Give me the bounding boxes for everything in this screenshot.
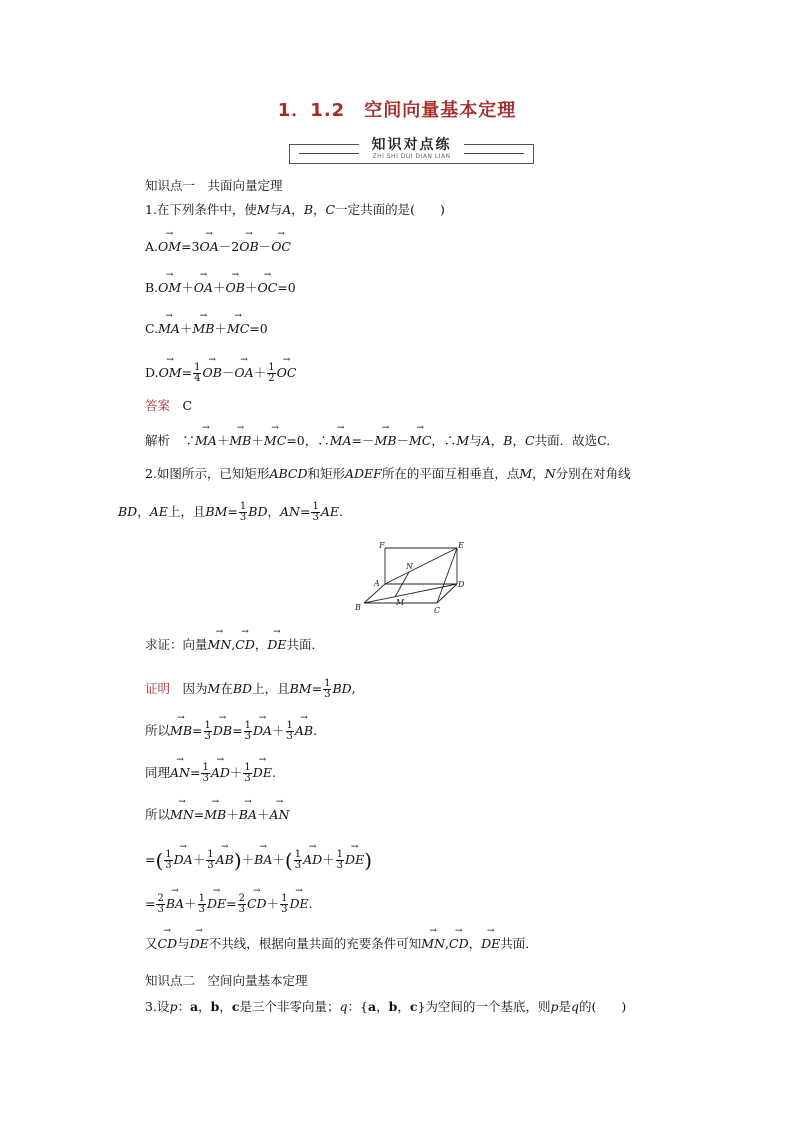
question-2-stem-line2: BD，AE上，且BM= $\frac{1}{3}$ BD，AN= $\frac{1}{3}$ AE.: [118, 501, 343, 523]
question-1-stem: 1.在下列条件中，使M与A，B，C一定共面的是( ): [145, 202, 445, 217]
proof-line-5: =( $\frac{1}{3}$ → DA＋ $\frac{1}{3}$ → AB)＋→ BA＋( $\frac{1}{3}$ → AD＋ $\frac{1}{3}$ → DE): [145, 850, 372, 871]
proof-line-7: 又→ CD与→ DE不共线，根据向量共面的充要条件可知→ MN,→ CD，→ DE共面．: [145, 936, 538, 952]
proof-line-3: 同理→ AN= $\frac{1}{3}$ → AD＋ $\frac{1}{3}$ → DE.: [145, 763, 276, 784]
section-banner: [289, 134, 534, 164]
section-heading-1: 知识点一 共面向量定理: [145, 178, 283, 193]
question-2-prove: 求证：向量→ MN,→ CD，→ DE共面．: [145, 637, 324, 653]
question-3-stem: 3.设p：a，b，c是三个非零向量；q：{a，b，c}为空间的一个基底，则p是q的( ): [145, 999, 627, 1014]
section-heading-2: 知识点二 空间向量基本定理: [145, 973, 308, 988]
banner-line-right: [464, 153, 524, 154]
banner-subtitle: ZHI SHI DUI DIAN LIAN: [372, 153, 451, 160]
proof-label: 证明: [145, 681, 171, 696]
label-d: D: [458, 580, 465, 589]
proof-line-6: = $\frac{2}{3}$ → BA＋ $\frac{1}{3}$ → DE= $\frac{2}{3}$ → CD＋ $\frac{1}{3}$ → DE.: [145, 894, 313, 915]
analysis-label: 解析: [145, 433, 171, 448]
proof-line-1: 证明 因为M在BD上，且BM= $\frac{1}{3}$ BD,: [145, 678, 356, 700]
label-m: M: [396, 598, 405, 607]
answer-label: 答案: [145, 398, 171, 413]
label-b: B: [355, 603, 361, 612]
banner-title: 知识对点练: [359, 134, 464, 154]
proof-line-2: 所以→ MB= $\frac{1}{3}$ → DB= $\frac{1}{3}$ → DA＋ $\frac{1}{3}$ → AB.: [145, 721, 317, 742]
label-n: N: [406, 562, 413, 571]
label-f: F: [379, 541, 385, 550]
question-1-option-b: B.→ OM＋→ OA＋→ OB＋→ OC=0: [145, 280, 296, 296]
question-1-option-d: D.→ OM= $\frac{1}{4}$ → OB－→ OA＋ $\frac{1}{2}$ → OC: [145, 363, 296, 384]
label-e: E: [458, 541, 464, 550]
question-1-answer: [145, 398, 192, 414]
question-2-stem-line1: 2.如图所示，已知矩形ABCD和矩形ADEF所在的平面互相垂直，点M，N分别在对角线: [145, 466, 631, 481]
question-1-option-c: C.→ MA＋→ MB＋→ MC=0: [145, 321, 268, 337]
label-c: C: [434, 606, 441, 615]
question-1-analysis: 解析 ∵→ MA＋→ MB＋→ MC=0，∴→ MA=－→ MB－→ MC，∴M与A，B，C共面．故选C.: [145, 433, 610, 449]
answer-value: C: [182, 398, 193, 413]
page-title: 1．1.2 空间向量基本定理: [277, 100, 517, 121]
geometry-figure: [350, 538, 470, 618]
label-a: A: [374, 579, 380, 588]
proof-line-4: 所以→ MN=→ MB＋→ BA＋→ AN: [145, 807, 289, 823]
banner-line-left: [299, 153, 359, 154]
question-1-option-a: A.→ OM=3→ OA－2→ OB－→ OC: [145, 239, 291, 255]
